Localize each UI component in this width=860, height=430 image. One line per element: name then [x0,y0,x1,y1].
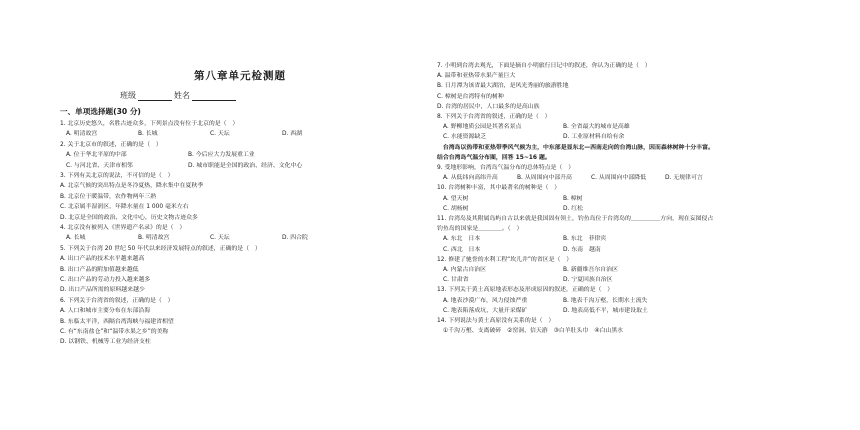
question-line: A. 出口产品的技术水平越来越高 [60,256,145,263]
answer-option: A. 东北 日本 [443,236,481,243]
answer-option: B. 地表千沟万壑，长期水土流失 [563,297,648,304]
answer-option: C. 与河北省、天津市相邻 [66,162,133,169]
question-line: A. 北京气候的突出特点是冬冷夏热，降水集中在夏秋季 [60,183,204,190]
answer-option: C. 甘肃省 [443,277,469,284]
question-line: A. 温带和亚热带水果产量巨大 [437,73,516,80]
question-line: C. 北京属半湿润区，年降水量在 1 000 毫米左右 [60,204,189,211]
answer-option: C. 地表陷落成坑，大量开采煤矿 [443,307,528,314]
answer-option: C. 天坛 [210,235,230,242]
question-line: 7. 小明到台湾去观光，下面是摘自小明旅行日记中的叙述，你认为正确的是（ ） [437,63,651,69]
answer-option: B. 新疆维吾尔自治区 [563,267,618,273]
answer-option: D. 工业原材料自给有余 [563,134,625,141]
answer-option: A. 野柳地质公园是其著名景点 [443,124,522,131]
answer-option: B. 全省最大的城市是高雄 [563,124,630,131]
question-line: 钓鱼岛的国家是＿＿＿＿。（ ） [437,226,523,233]
answer-option: C. 胡杨树 [443,205,469,212]
answer-option: C. 从周围向中部降低 [591,175,646,182]
question-line: C. 出口产品的劳动力投入越来越多 [60,277,151,283]
question-line: C. 樟树是台湾特有的树种 [437,93,504,100]
question-line: 5. 下列关于台湾 20 世纪 50 年代以来经济发展特点的叙述，正确的是（ ） [60,245,261,252]
question-line: 4. 北京没有被列入《世界遗产名录》的是（ ） [60,225,186,231]
name-blank [192,92,236,101]
question-line: B. 东临太平洋，西隔台湾海峡与福建省相望 [60,318,174,325]
answer-option: A. 位于华北平原的中部 [66,152,127,159]
question-line: B. 北京位于暖温带，农作物两年三熟 [60,193,157,200]
answer-option: D. 地表高低不平，城市建设取土 [563,307,648,314]
answer-option: C. 天坛 [210,131,230,138]
question-line: 6. 下列关于台湾省的叙述，正确的是（ ） [60,297,174,304]
answer-option: D. 宁夏回族自治区 [563,277,613,284]
answer-option: A. 从低纬向高纬升高 [443,175,498,182]
question-line: ①千沟万壑、支离破碎 ②窑洞、信天游 ③白羊肚头巾 ④白山黑水 [437,328,624,335]
question-line: B. 日月潭为该省最大湖泊，是风光秀丽的旅游胜地 [437,83,569,90]
class-blank [138,92,172,101]
answer-option: D. 东南 越南 [563,246,601,253]
answer-option: A. 地表沙漠广布，风力侵蚀严重 [443,297,528,304]
question-line: D. 出口产品所需的原料越来越少 [60,287,145,294]
question-line: 9. 受地形影响，台湾岛气温分布的总体特点是（ ） [437,165,575,171]
answer-option: B. 长城 [138,131,158,138]
answer-option: A. 内蒙古自治区 [443,267,487,273]
question-line: 14. 下列说法与黄土高原没有关系的是（ ） [437,318,555,324]
question-line: 11. 台湾岛及其附属岛屿自古以来就是我国固有领土，钓鱼岛位于台湾岛的＿＿＿＿＿方向，现在妄图侵占 [437,216,714,222]
question-line: D. 台湾的居民中，人口最多的是高山族 [437,103,540,110]
answer-option: D. 城市职能是全国的政治、经济、文化中心 [188,162,303,169]
answer-option: B. 今后应大力发展重工业 [188,152,255,159]
question-line: B. 出口产品的附加值越来越低 [60,266,139,273]
answer-option: A. 长城 [66,235,86,242]
answer-option: B. 樟树 [563,195,583,202]
answer-option: B. 从周围向中部升高 [517,175,572,182]
answer-option: D. 四合院 [282,235,308,242]
answer-option: C. 水能资源缺乏 [443,134,487,141]
question-line: D. 以钢铁、机械等工业为经济支柱 [60,339,151,346]
name-label: 姓名 [174,91,190,100]
question-line: 13. 下列关于黄土高原地表形态及形成原因的叙述，正确的是（ ） [437,287,614,294]
question-line: 台湾岛以热带和亚热带季风气候为主，中东部是显东北—西南走向的台湾山脉，因而森林树种十分丰富。 [437,144,714,151]
answer-option: C. 西北 日本 [443,246,481,253]
question-line: 结合台湾岛气温分布图，回答 15~16 题。 [437,154,551,161]
question-line: 10. 台湾树种丰富，其中最著名的树种是（ ） [437,185,561,192]
question-line: 12. 修建了驰誉的水利工程“坎儿井”的省区是（ ） [437,256,573,263]
question-line: 2. 关于北京市的叙述，正确的是（ ） [60,141,162,148]
answer-option: D. 无规律可言 [665,175,703,182]
answer-option: D. 红松 [563,205,584,212]
class-label: 班级 [120,91,136,100]
question-line: D. 北京是全国的政治、文化中心，历史文物古迹众多 [60,214,198,221]
section-heading: 一、单项选择题(30 分) [60,107,141,116]
student-info [120,90,238,101]
answer-option: D. 西湖 [282,131,303,138]
question-line: A. 人口和城市主要分布在东部沿海 [60,308,151,315]
question-line: 1. 北京历史悠久，名胜古迹众多，下列景点没有位于北京的是（ ） [60,121,239,127]
question-line: 3. 下列有关北京的说法，不可信的是（ ） [60,173,174,179]
answer-option: B. 东北 菲律宾 [563,236,607,243]
page-title: 第八章单元检测题 [194,70,286,82]
question-line: 8. 下列关于台湾省的叙述，正确的是（ ） [437,114,551,120]
answer-option: B. 明清故宫 [138,235,170,242]
answer-option: A. 明清故宫 [66,131,98,138]
question-line: C. 有“东南盐仓”和“温带水果之乡”的美称 [60,329,169,335]
answer-option: A. 望天树 [443,195,469,202]
